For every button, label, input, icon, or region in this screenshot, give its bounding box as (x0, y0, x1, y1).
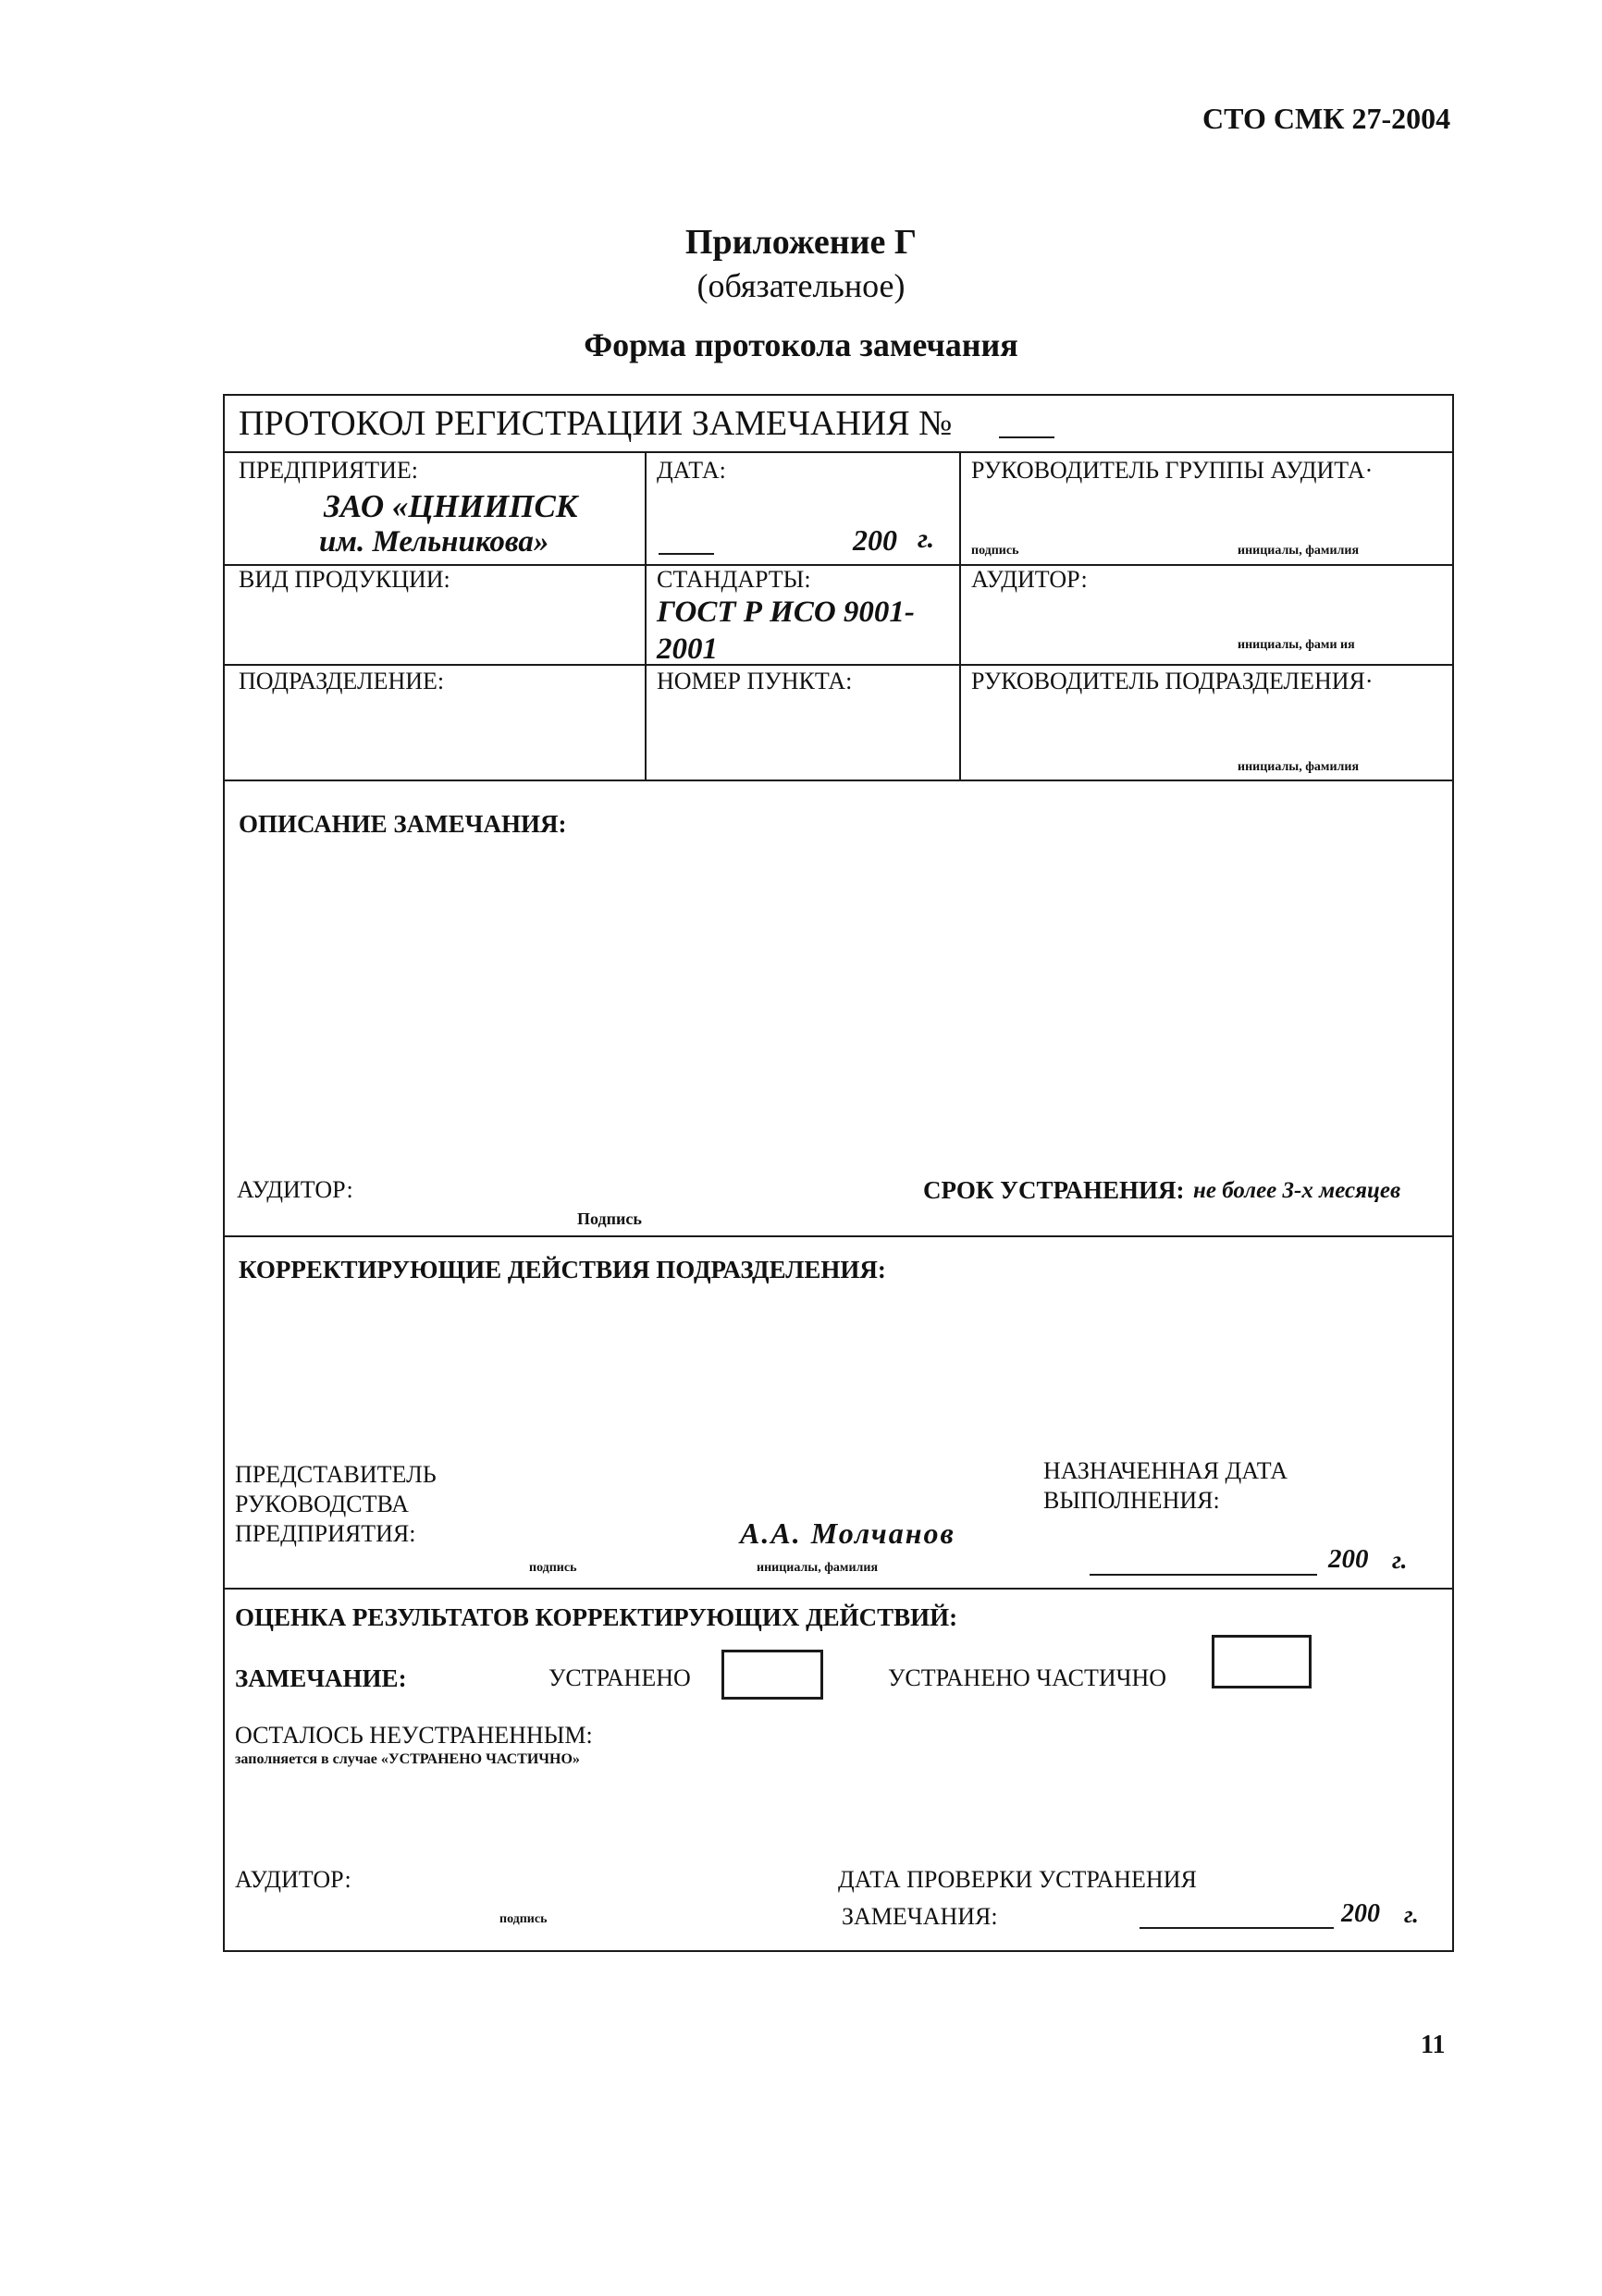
protocol-title: ПРОТОКОЛ РЕГИСТРАЦИИ ЗАМЕЧАНИЯ № (239, 404, 953, 443)
remaining-note: заполняется в случае «УСТРАНЕНО ЧАСТИЧНО» (235, 1751, 580, 1767)
auditor-label: АУДИТОР: (971, 566, 1088, 593)
evaluation-auditor-label: АУДИТОР: (235, 1866, 351, 1893)
enterprise-name-line1: ЗАО «ЦНИИПСК (324, 488, 578, 524)
date-day-field[interactable] (659, 553, 714, 555)
check-date-field[interactable] (1140, 1927, 1334, 1929)
appendix-note: (обязательное) (696, 267, 906, 304)
resolved-checkbox[interactable] (721, 1650, 823, 1700)
check-date-year: 200 (1341, 1899, 1380, 1928)
page-number: 11 (1421, 2031, 1446, 2059)
enterprise-name-line2: им. Мельникова» (319, 525, 549, 559)
division-head-label: РУКОВОДИТЕЛЬ ПОДРАЗДЕЛЕНИЯ· (971, 668, 1374, 694)
audit-lead-initials-caption: инициалы, фамилия (1238, 544, 1360, 558)
check-date-line1: ДАТА ПРОВЕРКИ УСТРАНЕНИЯ (838, 1866, 1197, 1893)
division-label: ПОДРАЗДЕЛЕНИЕ: (239, 668, 445, 694)
division-head-initials-caption: инициалы, фамилия (1238, 760, 1360, 774)
appendix-title: Приложение Г (684, 223, 918, 262)
enterprise-label: ПРЕДПРИЯТИЕ: (239, 457, 418, 484)
representative-line3: ПРЕДПРИЯТИЯ: (235, 1520, 416, 1547)
deadline-value: не более 3-х месяцев (1193, 1178, 1401, 1203)
standards-value-line1: ГОСТ Р ИСО 9001- (657, 595, 915, 629)
protocol-number-field[interactable] (999, 436, 1054, 438)
standards-value-line2: 2001 (657, 632, 718, 666)
audit-lead-signature-caption: подпись (971, 544, 1019, 558)
partially-resolved-checkbox[interactable] (1212, 1635, 1312, 1688)
form-title: Форма протокола замечания (584, 326, 1018, 363)
evaluation-signature-caption: подпись (499, 1912, 548, 1926)
auditor-initials-caption: инициалы, фами ия (1238, 638, 1355, 652)
due-date-line2: ВЫПОЛНЕНИЯ: (1043, 1487, 1220, 1514)
due-date-year: 200 (1328, 1544, 1369, 1574)
due-date-suffix: г. (1392, 1546, 1408, 1574)
due-date-field[interactable] (1090, 1574, 1317, 1576)
option-resolved-label: УСТРАНЕНО (548, 1664, 691, 1691)
date-label: ДАТА: (657, 457, 726, 484)
description-auditor-label: АУДИТОР: (237, 1176, 353, 1203)
date-year: 200 (853, 523, 897, 557)
description-signature-caption: Подпись (577, 1209, 642, 1228)
corrective-heading: КОРРЕКТИРУЮЩИЕ ДЕЙСТВИЯ ПОДРАЗДЕЛЕНИЯ: (239, 1256, 886, 1283)
check-date-suffix: г. (1404, 1901, 1419, 1928)
document-code: СТО СМК 27-2004 (1202, 102, 1451, 135)
representative-line1: ПРЕДСТАВИТЕЛЬ (235, 1461, 437, 1488)
representative-signature-caption: подпись (529, 1561, 577, 1575)
option-partial-label: УСТРАНЕНО ЧАСТИЧНО (888, 1664, 1167, 1691)
due-date-line1: НАЗНАЧЕННАЯ ДАТА (1043, 1457, 1288, 1484)
deadline-label: СРОК УСТРАНЕНИЯ: (923, 1176, 1185, 1204)
standards-label: СТАНДАРТЫ: (657, 566, 811, 593)
date-suffix: г. (918, 523, 935, 554)
evaluation-heading: ОЦЕНКА РЕЗУЛЬТАТОВ КОРРЕКТИРУЮЩИХ ДЕЙСТВИЙ: (235, 1603, 958, 1631)
remaining-label: ОСТАЛОСЬ НЕУСТРАНЕННЫМ: (235, 1722, 593, 1749)
audit-lead-label: РУКОВОДИТЕЛЬ ГРУППЫ АУДИТА· (971, 457, 1374, 484)
check-date-line2: ЗАМЕЧАНИЯ: (842, 1903, 998, 1930)
description-heading: ОПИСАНИЕ ЗАМЕЧАНИЯ: (239, 810, 567, 838)
representative-line2: РУКОВОДСТВА (235, 1491, 409, 1517)
representative-initials-caption: инициалы, фамилия (757, 1561, 879, 1575)
clause-number-label: НОМЕР ПУНКТА: (657, 668, 853, 694)
remark-label: ЗАМЕЧАНИЕ: (235, 1664, 407, 1692)
product-type-label: ВИД ПРОДУКЦИИ: (239, 566, 450, 593)
representative-name: А.А. Молчанов (740, 1516, 955, 1550)
